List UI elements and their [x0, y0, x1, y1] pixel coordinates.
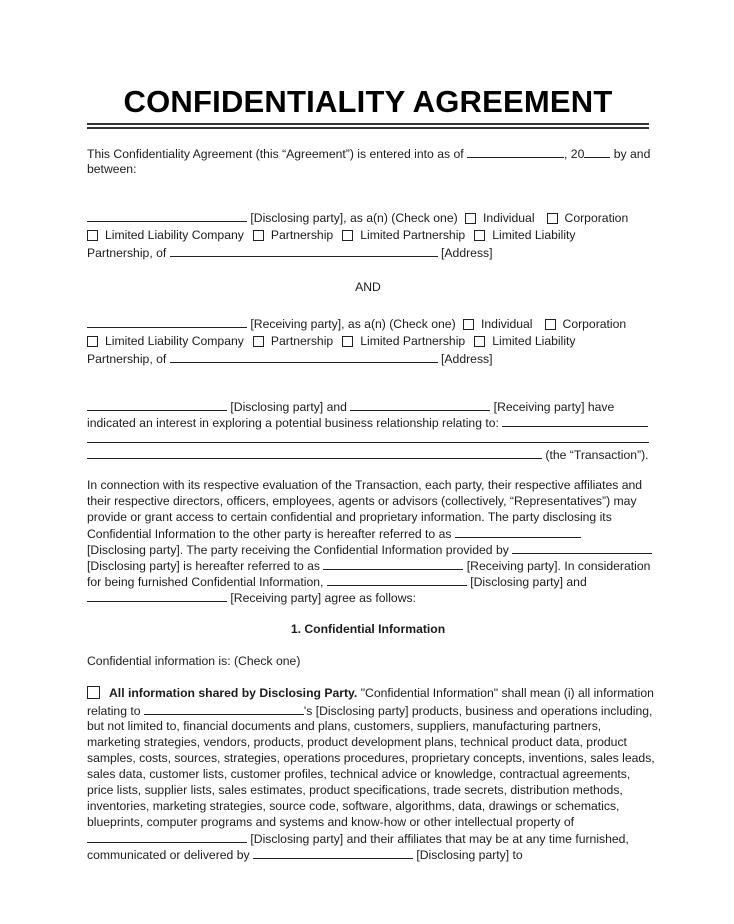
receiving-party-blank[interactable] — [87, 589, 227, 602]
recitals-text: [Disclosing party]. The party receiving the Confidential Information provided by — [87, 543, 513, 557]
intro-text-end: by and — [610, 147, 651, 161]
section1-line-10 — [87, 830, 629, 847]
option-partnership: Partnership — [270, 228, 334, 242]
checkbox-individual[interactable] — [465, 213, 476, 224]
address-prefix: Partnership, of — [87, 246, 170, 260]
section1-line-11 — [87, 846, 523, 863]
disclosing-party-blank[interactable] — [87, 398, 227, 411]
option-title: All information shared by Disclosing Party. — [109, 686, 358, 700]
section1-line-3: but not limited to, financial documents and plans, customers, suppliers, manufacturing partners, — [87, 719, 602, 733]
option-corporation: Corporation — [564, 211, 629, 225]
transaction-line-4 — [87, 446, 649, 463]
option-corporation: Corporation — [562, 317, 627, 331]
receiving-entity-line — [87, 333, 576, 349]
receiving-address-blank[interactable] — [170, 350, 438, 363]
disclosing-party-label: [Disclosing party], as a(n) (Check one) — [247, 211, 462, 225]
address-label: [Address] — [437, 246, 493, 260]
section1-line-7: price lists, supplier lists, sales estimates, product specifications, trade secrets, distribution methods, — [87, 783, 623, 797]
title-rule-top — [87, 123, 649, 125]
recitals-line-1: In connection with its respective evaluation of the Transaction, each party, their respective affiliates and — [87, 478, 643, 492]
option-limited-partnership: Limited Partnership — [360, 334, 466, 348]
disclosing-party-blank[interactable] — [253, 846, 413, 859]
option-all-information — [87, 685, 654, 701]
year-prefix: , 20 — [564, 147, 585, 161]
recitals-line-5 — [87, 541, 652, 558]
section-text: [Disclosing party] and their affiliates that may be at any time furnished, — [247, 832, 629, 846]
transaction-description-blank[interactable] — [87, 430, 649, 443]
transaction-line-3 — [87, 430, 649, 447]
option-individual: Individual — [483, 211, 535, 225]
option-llc: Limited Liability Company — [105, 334, 244, 348]
checkbox-individual[interactable] — [463, 319, 474, 330]
disclosing-party-blank[interactable] — [512, 541, 652, 554]
receiving-party-name-blank[interactable] — [87, 315, 247, 328]
title-rule-bottom — [87, 127, 649, 129]
checkbox-partnership[interactable] — [253, 336, 264, 347]
recitals-line-3: provide or grant access to certain confidential and proprietary information. The party disclosing its — [87, 510, 612, 524]
checkbox-llp[interactable] — [474, 336, 485, 347]
intro-text: This Confidentiality Agreement (this “Agreement”) is entered into as of — [87, 147, 468, 161]
recitals-text: [Receiving party] agree as follows: — [227, 591, 416, 605]
recitals-text: [Receiving party]. In consideration — [463, 559, 651, 573]
disclosing-party-blank[interactable] — [144, 702, 304, 715]
section-1-heading: 1. Confidential Information — [290, 622, 446, 636]
disclosing-address-blank[interactable] — [170, 244, 438, 257]
receiving-address-line — [87, 350, 493, 367]
transaction-text: indicated an interest in exploring a potential business relationship relating to: — [87, 416, 503, 430]
disclosing-party-blank[interactable] — [327, 573, 467, 586]
checkbox-corporation[interactable] — [547, 213, 558, 224]
disclosing-address-line — [87, 244, 493, 261]
section-text: [Disclosing party] to — [412, 848, 523, 862]
option-llp: Limited Liability — [492, 334, 576, 348]
recitals-text: [Disclosing party] and — [466, 575, 587, 589]
recitals-line-8 — [87, 589, 416, 606]
option-text: "Confidential Information" shall mean (i) all information — [357, 686, 654, 700]
checkbox-llp[interactable] — [474, 230, 485, 241]
option-individual: Individual — [481, 317, 533, 331]
disclosing-entity-line — [87, 227, 576, 243]
and-separator: AND — [355, 280, 381, 294]
business-relationship-blank[interactable] — [502, 414, 648, 427]
checkbox-llc[interactable] — [87, 230, 98, 241]
intro-line-1 — [87, 145, 650, 162]
recitals-line-7 — [87, 573, 587, 590]
section1-line-4: marketing strategies, vendors, products, product development plans, technical product data, product — [87, 735, 627, 749]
disclosing-party-name-blank[interactable] — [87, 209, 247, 222]
recitals-line-4 — [87, 525, 581, 542]
section-text: communicated or delivered by — [87, 848, 253, 862]
date-blank[interactable] — [467, 145, 564, 158]
section1-line-9: blueprints, computer programs and systems and know-how or other intellectual property of — [87, 815, 575, 829]
section1-line-6: sales data, customer lists, customer profiles, technical advice or knowledge, contractual agreements, — [87, 767, 631, 781]
transaction-line-1 — [87, 398, 614, 415]
checkbox-partnership[interactable] — [253, 230, 264, 241]
receiving-party-label: [Receiving party], as a(n) (Check one) — [247, 317, 460, 331]
checkbox-all-information[interactable] — [87, 686, 100, 699]
recitals-line-6 — [87, 557, 650, 574]
disclosing-party-blank[interactable] — [455, 525, 581, 538]
intro-line-2: between: — [87, 162, 137, 176]
option-limited-partnership: Limited Partnership — [360, 228, 466, 242]
transaction-text: [Disclosing party] and — [227, 400, 351, 414]
section1-line-8: inventories, marketing strategies, source code, software, algorithms, data, drawings or schematics, — [87, 799, 620, 813]
disclosing-party-blank[interactable] — [87, 830, 247, 843]
checkbox-limited-partnership[interactable] — [342, 336, 353, 347]
recitals-text: Confidential Information to the other party is hereafter referred to as — [87, 527, 455, 541]
transaction-description-blank-2[interactable] — [87, 446, 542, 459]
section1-line-2 — [87, 702, 652, 719]
transaction-label: (the “Transaction”). — [542, 448, 649, 462]
option-partnership: Partnership — [270, 334, 334, 348]
check-prompt: Confidential information is: (Check one) — [87, 654, 301, 668]
address-prefix: Partnership, of — [87, 352, 170, 366]
transaction-text: [Receiving party] have — [490, 400, 615, 414]
receiving-party-blank[interactable] — [323, 557, 463, 570]
section-text: relating to — [87, 704, 144, 718]
receiving-party-blank[interactable] — [350, 398, 490, 411]
address-label: [Address] — [437, 352, 493, 366]
transaction-line-2 — [87, 414, 648, 431]
document-title: CONFIDENTIALITY AGREEMENT — [123, 84, 613, 119]
checkbox-llc[interactable] — [87, 336, 98, 347]
option-llc: Limited Liability Company — [105, 228, 244, 242]
disclosing-party-line — [87, 209, 628, 226]
recitals-text: for being furnished Confidential Information, — [87, 575, 327, 589]
year-blank[interactable] — [584, 145, 610, 158]
recitals-line-2: their respective directors, officers, employees, agents or advisors (collectively, “Representatives”) may — [87, 494, 637, 508]
receiving-party-line — [87, 315, 626, 332]
recitals-text: [Disclosing party] is hereafter referred to as — [87, 559, 324, 573]
checkbox-corporation[interactable] — [545, 319, 556, 330]
section-text: 's [Disclosing party] products, business and operations including, — [303, 704, 653, 718]
checkbox-limited-partnership[interactable] — [342, 230, 353, 241]
option-llp: Limited Liability — [492, 228, 576, 242]
section1-line-5: samples, costs, sources, strategies, operations procedures, proprietary concepts, inventions, sales leads, — [87, 751, 655, 765]
